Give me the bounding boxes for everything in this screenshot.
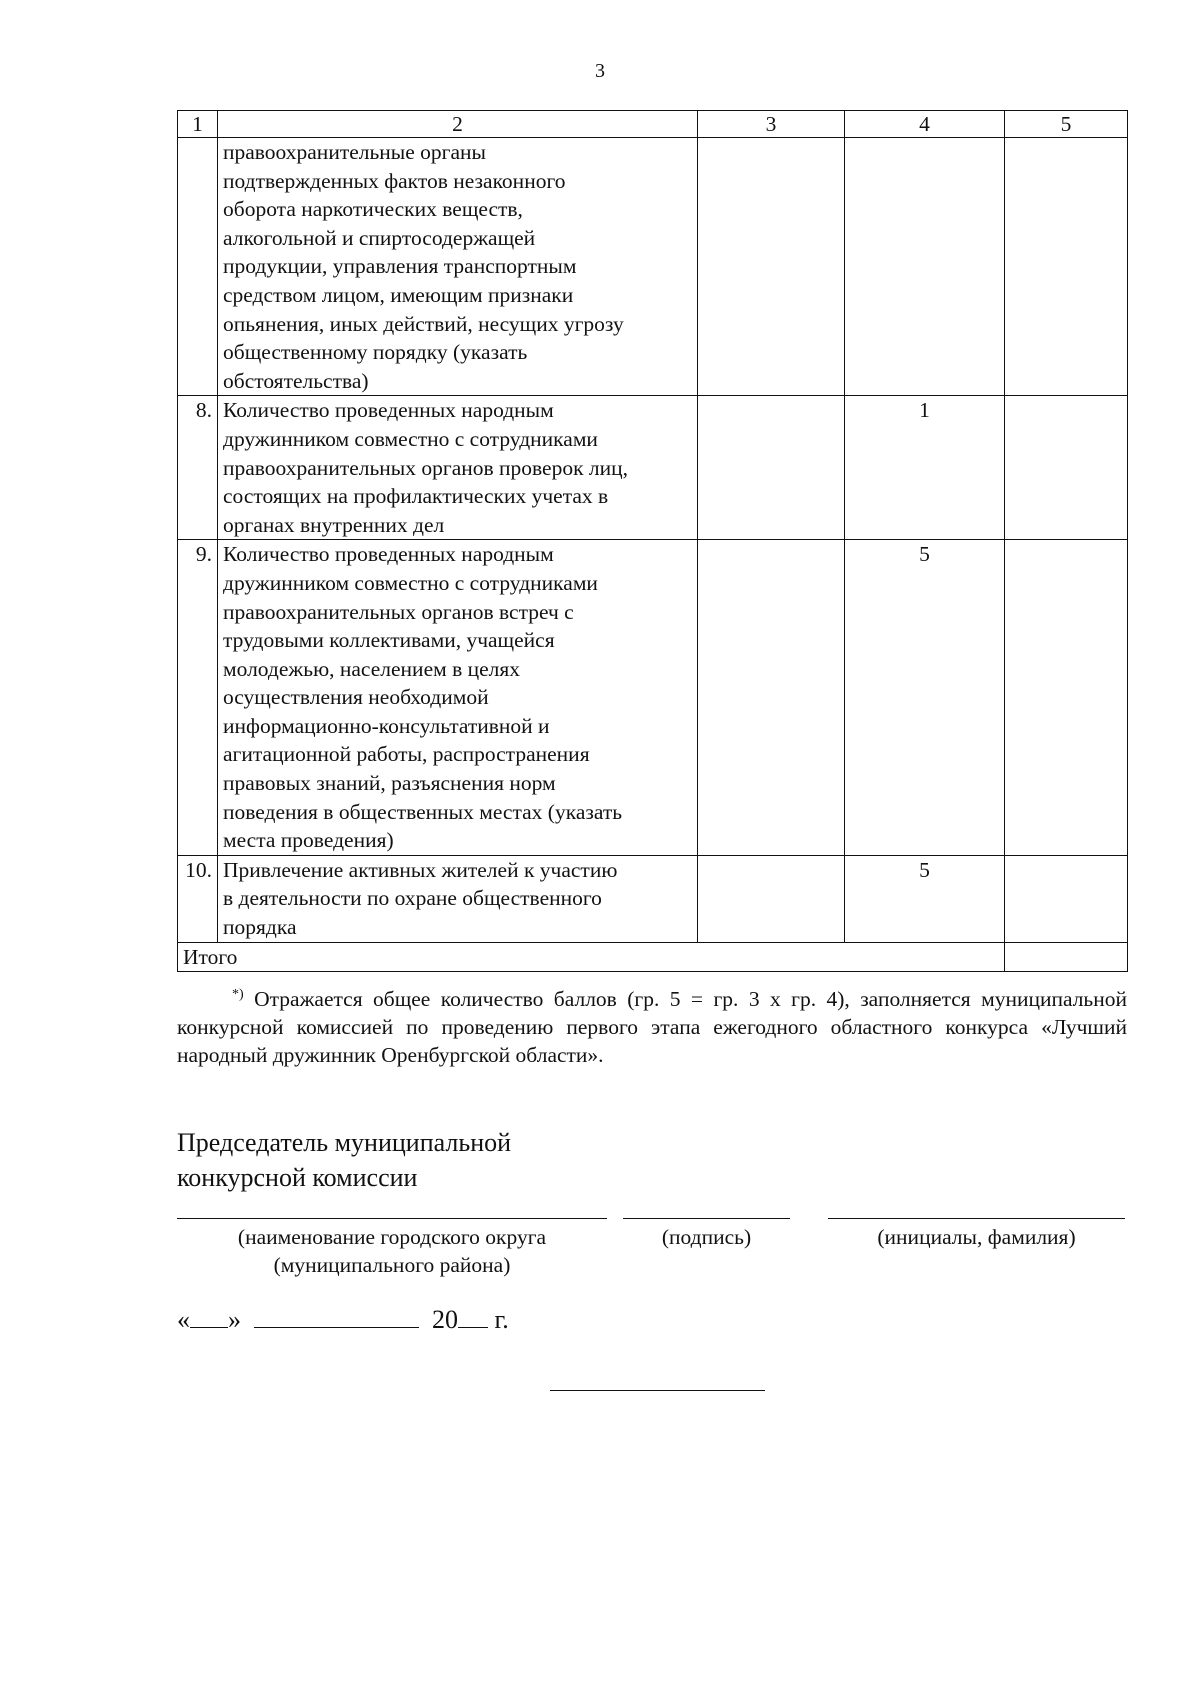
table-header-cell: 5 xyxy=(1005,111,1128,138)
table-header-row xyxy=(178,111,1128,138)
row-number: 8. xyxy=(178,396,218,540)
date-close-quote: » xyxy=(228,1305,241,1334)
description-line: Количество проведенных народным xyxy=(223,542,554,567)
description-line: правоохранительных органов проверок лиц, xyxy=(223,455,629,480)
description-line: в деятельности по охране общественного xyxy=(223,886,602,911)
caption-name xyxy=(177,1223,607,1279)
table-header-cell: 3 xyxy=(698,111,845,138)
table-total-row xyxy=(178,942,1128,972)
name-signature-line xyxy=(177,1218,607,1219)
signature-line xyxy=(623,1218,790,1219)
col4-value: 5 xyxy=(845,540,1005,856)
col3-value xyxy=(698,396,845,540)
row-description xyxy=(218,540,698,856)
description-line: средством лицом, имеющим признаки xyxy=(223,282,574,307)
col5-value xyxy=(1005,540,1128,856)
description-line: опьянения, иных действий, несущих угрозу xyxy=(223,311,624,336)
year-suffix: г. xyxy=(494,1305,509,1334)
footnote xyxy=(177,985,1127,1069)
caption-name-line: (муниципального района) xyxy=(273,1253,511,1277)
col4-value xyxy=(845,138,1005,396)
col3-value xyxy=(698,138,845,396)
caption-name-line: (наименование городского округа xyxy=(237,1225,547,1249)
table-row xyxy=(178,540,1128,856)
row-number xyxy=(178,138,218,396)
description-line: агитационной работы, распространения xyxy=(223,742,590,767)
description-line: органах внутренних дел xyxy=(223,512,445,537)
chairman-title-line: конкурсной комиссии xyxy=(177,1163,418,1192)
month-blank xyxy=(254,1305,419,1328)
col5-value xyxy=(1005,138,1128,396)
table-row xyxy=(178,138,1128,396)
initials-signature-line xyxy=(828,1218,1125,1219)
description-line: подтвержденных фактов незаконного xyxy=(223,168,566,193)
row-description xyxy=(218,396,698,540)
date-line xyxy=(177,1305,509,1335)
description-line: продукции, управления транспортным xyxy=(223,254,577,279)
description-line: общественному порядку (указать xyxy=(223,340,528,365)
page-number: 3 xyxy=(595,60,605,82)
description-line: обстоятельства) xyxy=(223,368,369,393)
col4-value: 5 xyxy=(845,855,1005,942)
row-number: 10. xyxy=(178,855,218,942)
description-line: молодежью, населением в целях xyxy=(223,656,521,681)
table-header-cell: 4 xyxy=(845,111,1005,138)
description-line: трудовыми коллективами, учащейся xyxy=(223,628,555,653)
table-row xyxy=(178,855,1128,942)
table-header-cell: 1 xyxy=(178,111,218,138)
description-line: поведения в общественных местах (указать xyxy=(223,799,623,824)
description-line: Количество проведенных народным xyxy=(223,398,554,423)
description-line: порядка xyxy=(223,915,297,940)
description-line: состоящих на профилактических учетах в xyxy=(223,484,609,509)
description-line: Привлечение активных жителей к участию xyxy=(223,857,618,882)
closing-separator xyxy=(550,1390,765,1391)
day-blank xyxy=(190,1305,228,1328)
date-open-quote: « xyxy=(177,1305,190,1334)
chairman-title xyxy=(177,1125,511,1195)
description-line: информационно-консультативной и xyxy=(223,713,550,738)
total-value xyxy=(1005,942,1128,972)
col3-value xyxy=(698,540,845,856)
description-line: дружинником совместно с сотрудниками xyxy=(223,570,598,595)
chairman-title-line: Председатель муниципальной xyxy=(177,1128,512,1157)
score-table xyxy=(177,110,1128,972)
description-line: места проведения) xyxy=(223,828,394,853)
footnote-text: Отражается общее количество баллов (гр. 5 = гр. 3 х гр. 4), заполняется муниципальной конкурсной комиссией по проведению первого этапа ежегодного областного конкурса «Лучший народный дружинник Оренбургской области». xyxy=(177,987,1127,1067)
caption-initials: (инициалы, фамилия) xyxy=(877,1225,1076,1249)
caption-signature: (подпись) xyxy=(661,1225,752,1249)
description-line: правоохранительные органы xyxy=(223,140,486,164)
col5-value xyxy=(1005,396,1128,540)
table-header-cell: 2 xyxy=(218,111,698,138)
footnote-marker: *) xyxy=(232,986,244,1002)
col5-value xyxy=(1005,855,1128,942)
table-row xyxy=(178,396,1128,540)
col3-value xyxy=(698,855,845,942)
description-line: осуществления необходимой xyxy=(223,685,489,710)
description-line: дружинником совместно с сотрудниками xyxy=(223,426,598,451)
description-line: алкогольной и спиртосодержащей xyxy=(223,225,536,250)
total-label: Итого xyxy=(178,942,1005,972)
col4-value: 1 xyxy=(845,396,1005,540)
year-blank xyxy=(458,1305,488,1328)
row-description xyxy=(218,138,698,396)
description-line: оборота наркотических веществ, xyxy=(223,197,523,222)
row-description xyxy=(218,855,698,942)
row-number: 9. xyxy=(178,540,218,856)
description-line: правовых знаний, разъяснения норм xyxy=(223,771,556,796)
year-prefix: 20 xyxy=(432,1305,458,1334)
description-line: правоохранительных органов встреч с xyxy=(223,599,574,624)
